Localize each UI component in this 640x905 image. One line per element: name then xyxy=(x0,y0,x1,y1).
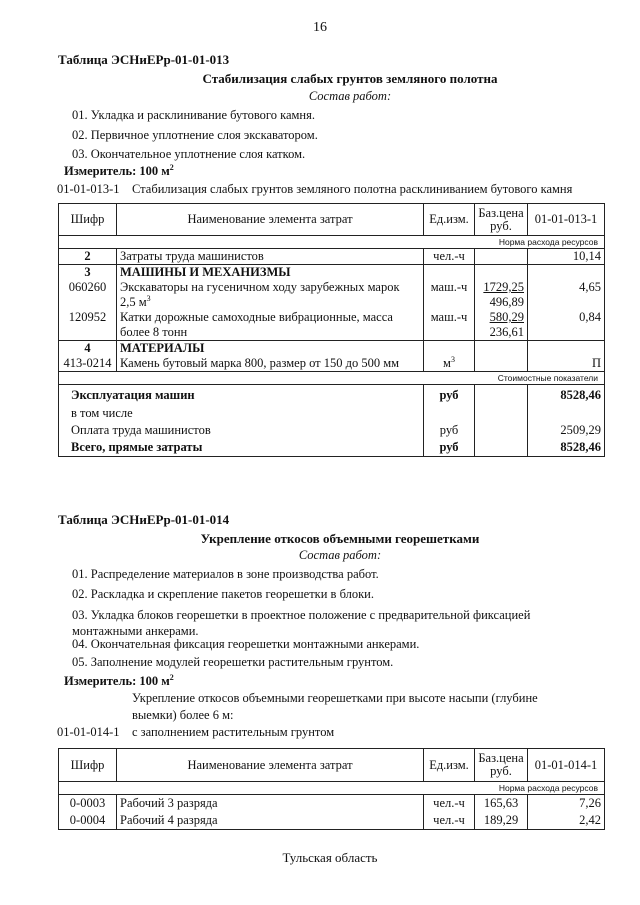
table2-work-3: 03. Укладка блоков георешетки в проектное положение с предварительной фиксацией xyxy=(72,608,531,622)
cost-label: Стоимостные показатели xyxy=(59,372,605,385)
table-row: 0-0003 Рабочий 3 разряда чел.-ч 165,63 7,26 xyxy=(59,795,605,813)
header-price: Баз.цена руб. xyxy=(475,204,528,236)
cost-row: Всего, прямые затраты руб 8528,46 xyxy=(59,439,605,457)
table-row: 0-0004 Рабочий 4 разряда чел.-ч 189,29 2,42 xyxy=(59,812,605,830)
header-name: Наименование элемента затрат xyxy=(117,204,424,236)
table2-header-row xyxy=(59,749,605,782)
page-number: 16 xyxy=(313,20,327,35)
table1-norm-row xyxy=(59,236,605,249)
table-row: 3 МАШИНЫ И МЕХАНИЗМЫ xyxy=(59,265,605,281)
table-row: 413-0214 Камень бутовый марка 800, размер от 150 до 500 мм $м^3$ П xyxy=(59,356,605,372)
header-norm: 01-01-014-1 xyxy=(528,749,605,782)
table1-cost-label-row xyxy=(59,372,605,385)
table2-composition-label: Состав работ: xyxy=(298,548,382,562)
table1-item-desc: Стабилизация слабых грунтов земляного полотна расклиниванием бутового камня xyxy=(132,182,573,196)
table2-heading: Укрепление откосов объемными георешетками xyxy=(200,531,480,546)
table2-measure: Измеритель: 100 $м^2$ xyxy=(64,672,174,688)
table1-work-3: 03. Окончательное уплотнение слоя катком. xyxy=(72,147,306,161)
table-row: 4 МАТЕРИАЛЫ xyxy=(59,341,605,357)
table-row: 2 Затраты труда машинистов чел.-ч 10,14 xyxy=(59,249,605,265)
header-price: Баз.цена руб. xyxy=(475,749,528,782)
table2-work-2: 02. Раскладка и скрепление пакетов георешетки в блоки. xyxy=(72,587,374,601)
header-unit: Ед.изм. xyxy=(424,749,475,782)
table2-work-1: 01. Распределение материалов в зоне производства работ. xyxy=(72,567,379,581)
table2-norm-row xyxy=(59,782,605,795)
table1-measure: Измеритель: 100 $м^2$ xyxy=(64,162,174,178)
cost-row: Оплата труда машинистов руб 2509,29 xyxy=(59,422,605,439)
header-code: Шифр xyxy=(59,749,117,782)
table1-header-row xyxy=(59,204,605,236)
table1-resources xyxy=(58,203,605,457)
table2-group-desc-2: выемки) более 6 м: xyxy=(132,708,234,722)
table1-title: Таблица ЭСНиЕРр-01-01-013 xyxy=(58,52,230,67)
table1-composition-label: Состав работ: xyxy=(308,89,392,103)
table2-group-desc-1: Укрепление откосов объемными георешетками при высоте насыпи (глубине xyxy=(132,691,538,705)
table1-work-1: 01. Укладка и расклинивание бутового камня. xyxy=(72,108,315,122)
table2-work-3-cont: монтажными анкерами. xyxy=(72,624,199,638)
cost-row: в том числе xyxy=(59,405,605,422)
table1-heading: Стабилизация слабых грунтов земляного полотна xyxy=(202,71,498,86)
cost-row: Эксплуатация машин руб 8528,46 xyxy=(59,385,605,406)
table2-item-desc: с заполнением растительным грунтом xyxy=(132,725,335,739)
header-norm: 01-01-013-1 xyxy=(528,204,605,236)
table-row: 120952 Катки дорожные самоходные вибрационные, масса более 8 тонн маш.-ч 580,29 236,61 0,84 xyxy=(59,310,605,341)
table-row: 060260 Экскаваторы на гусеничном ходу зарубежных марок 2,5 $м^3$ маш.-ч 1729,25 496,89 4,65 xyxy=(59,280,605,310)
header-code: Шифр xyxy=(59,204,117,236)
table1-item-code: 01-01-013-1 xyxy=(57,182,120,196)
header-name: Наименование элемента затрат xyxy=(117,749,424,782)
table2-title: Таблица ЭСНиЕРр-01-01-014 xyxy=(58,512,230,527)
norm-label: Норма расхода ресурсов xyxy=(59,782,605,795)
table2-work-4: 04. Окончательная фиксация георешетки монтажными анкерами. xyxy=(72,637,420,651)
header-unit: Ед.изм. xyxy=(424,204,475,236)
table1-work-2: 02. Первичное уплотнение слоя экскаватором. xyxy=(72,128,318,142)
table2-item-code: 01-01-014-1 xyxy=(57,725,120,739)
norm-label: Норма расхода ресурсов xyxy=(59,236,605,249)
footer-region: Тульская область xyxy=(282,850,378,865)
table2-work-5: 05. Заполнение модулей георешетки растительным грунтом. xyxy=(72,655,394,669)
table2-resources xyxy=(58,748,605,830)
